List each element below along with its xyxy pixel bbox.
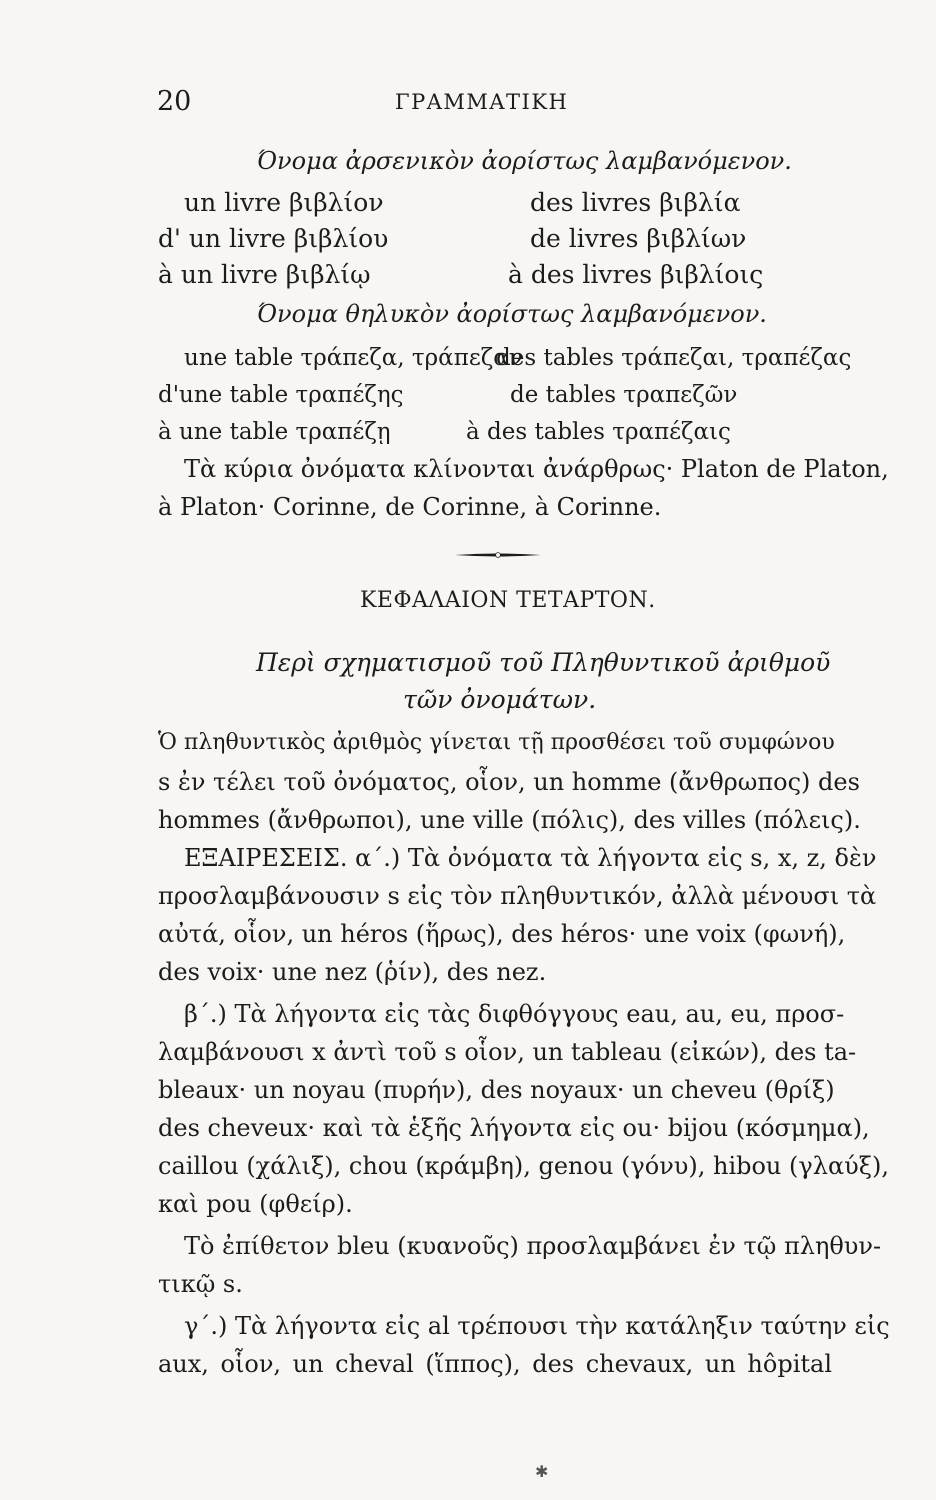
ornament-divider	[455, 552, 541, 558]
ink-mark-icon: ✱	[535, 1462, 549, 1481]
fem-row-2-left: d'une table τραπέζης	[158, 382, 404, 408]
body-line: ΕΞΑΙΡΕΣΕΙΣ. α΄.) Τὰ ὀνόματα τὰ λήγοντα εἰς s, x, z, δὲν	[184, 844, 877, 872]
body-line: hommes (ἄνθρωποι), une ville (πόλις), des villes (πόλεις).	[158, 806, 861, 834]
body-line: Τὸ ἐπίθετον bleu (κυανοῦς) προσλαμβάνει ἐν τῷ πληθυν-	[184, 1232, 882, 1260]
masc-row-2-right: de livres βιβλίων	[530, 224, 747, 253]
body-line: λαμβάνουσι x ἀντὶ τοῦ s οἷον, un tableau (εἰκών), des ta-	[158, 1038, 857, 1066]
body-line: καὶ pou (φθείρ).	[158, 1190, 353, 1218]
masc-row-1-right: des livres βιβλία	[530, 188, 741, 217]
proper-nouns-line-1: Τὰ κύρια ὀνόματα κλίνονται ἀνάρθρως· Platon de Platon,	[184, 455, 889, 483]
masc-row-1-left: un livre βιβλίον	[184, 188, 384, 217]
page-number: 20	[157, 86, 192, 117]
body-line: des cheveux· καὶ τὰ ἑξῆς λήγοντα εἰς ou· bijou (κόσμημα),	[158, 1114, 870, 1142]
fem-row-1-left: une table τράπεζα, τράπεζαν	[184, 345, 523, 371]
chapter-title: ΚΕΦΑΛΑΙΟΝ ΤΕΤΑΡΤΟΝ.	[360, 588, 656, 613]
chapter-subtitle-2: τῶν ὀνομάτων.	[403, 685, 597, 714]
body-line: caillou (χάλιξ), chou (κράμβη), genou (γόνυ), hibou (γλαύξ),	[158, 1152, 889, 1180]
body-line: aux, οἷον, un cheval (ἵππος), des chevaux, un hôpital	[158, 1350, 832, 1378]
masc-row-3-left: à un livre βιβλίῳ	[158, 260, 371, 289]
body-line: β΄.) Τὰ λήγοντα εἰς τὰς διφθόγγους eau, au, eu, προσ-	[184, 1000, 845, 1028]
fem-row-3-left: à une table τραπέζῃ	[158, 419, 391, 445]
running-title: ΓΡΑΜΜΑΤΙΚΗ	[395, 90, 569, 114]
body-line: s ἐν τέλει τοῦ ὀνόματος, οἷον, un homme (ἄνθρωπος) des	[158, 768, 860, 796]
masculine-heading: Όνομα ἀρσενικὸν ἀορίστως λαμβανόμενον.	[257, 147, 792, 175]
fem-row-2-right: de tables τραπεζῶν	[510, 382, 738, 408]
body-line: Ὁ πληθυντικὸς ἀριθμὸς γίνεται τῇ προσθέσει τοῦ συμφώνου	[158, 730, 835, 755]
masc-row-2-left: d' un livre βιβλίου	[158, 224, 389, 253]
body-line: bleaux· un noyau (πυρήν), des noyaux· un cheveu (θρίξ)	[158, 1076, 835, 1104]
body-line: τικῷ s.	[158, 1270, 243, 1298]
body-line: προσλαμβάνουσιν s εἰς τὸν πληθυντικόν, ἀλλὰ μένουσι τὰ	[158, 882, 877, 910]
feminine-heading: Όνομα θηλυκὸν ἀορίστως λαμβανόμενον.	[257, 300, 767, 328]
chapter-subtitle-1: Περὶ σχηματισμοῦ τοῦ Πληθυντικοῦ ἀριθμοῦ	[256, 648, 831, 677]
fem-row-3-right: à des tables τραπέζαις	[466, 419, 731, 445]
body-line: αὐτά, οἷον, un héros (ἥρως), des héros· une voix (φωνή),	[158, 920, 846, 948]
masc-row-3-right: à des livres βιβλίοις	[508, 260, 764, 289]
fem-row-1-right: des tables τράπεζαι, τραπέζας	[496, 345, 852, 371]
body-line: des voix· une nez (ῥίν), des nez.	[158, 958, 547, 986]
body-line: γ΄.) Τὰ λήγοντα εἰς al τρέπουσι τὴν κατάληξιν ταύτην εἰς	[184, 1312, 890, 1340]
proper-nouns-line-2: à Platon· Corinne, de Corinne, à Corinne.	[158, 493, 662, 521]
